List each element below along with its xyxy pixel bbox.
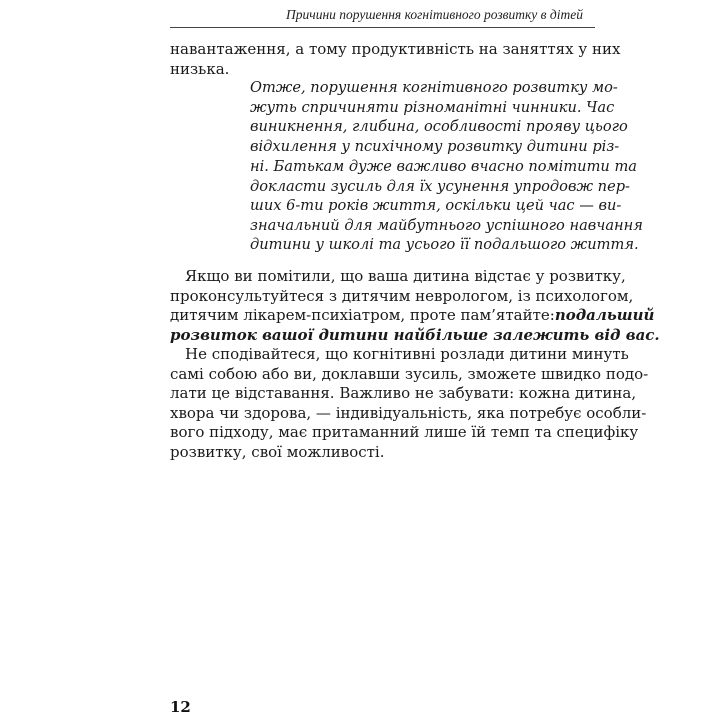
page-number: 12	[170, 698, 191, 716]
paragraph-3-line-3: лати це відставання. Важливо не забувати: кожна дитина,	[170, 384, 637, 402]
paragraph-2-emphasis-start: подальший	[554, 306, 655, 324]
quote-line-6: докласти зусиль для їх усунення упродовж пер-	[250, 178, 630, 195]
quote-line-8: значальний для майбутнього успішного навчання	[250, 217, 643, 234]
quote-line-7: ших 6-ти років життя, оскільки цей час — ви-	[250, 197, 622, 214]
paragraph-1-line-1: навантаження, а тому продуктивність на заняттях у них	[170, 40, 621, 58]
paragraph-3-line-5: вого підходу, має притаманний лише їй темп та специфіку	[170, 423, 639, 441]
paragraph-3-line-6: розвитку, свої можливості.	[170, 443, 385, 461]
paragraph-2-line-3	[170, 306, 655, 325]
paragraph-2-emphasis-end: розвиток вашої дитини найбільше залежить від вас.	[170, 326, 660, 344]
running-header	[170, 5, 595, 28]
paragraph-2-line-2: проконсультуйтеся з дитячим неврологом, із психологом,	[170, 287, 634, 305]
paragraph-2-line-3-text: дитячим лікарем-психіатром, проте пам’ятайте:	[170, 306, 555, 324]
paragraph-3-line-2: самі собою або ви, доклавши зусиль, зможете швидко подо-	[170, 365, 649, 383]
quote-line-9: дитини у школі та усього її подальшого життя.	[250, 236, 639, 253]
paragraph-1-line-2: низька.	[170, 60, 230, 78]
quote-line-1: Отже, порушення когнітивного розвитку мо-	[250, 79, 618, 96]
quote-line-4: відхилення у психічному розвитку дитини різ-	[250, 138, 620, 155]
paragraph-3-line-1: Не сподівайтеся, що когнітивні розлади дитини минуть	[185, 345, 629, 363]
quote-line-3: виникнення, глибина, особливості прояву цього	[250, 118, 628, 135]
quote-line-2: жуть спричиняти різноманітні чинники. Час	[250, 99, 615, 116]
running-header-title: Причини порушення когнітивного розвитку в дітей	[286, 7, 583, 22]
quote-line-5: ні. Батькам дуже важливо вчасно помітити та	[250, 158, 637, 175]
paragraph-3-line-4: хвора чи здорова, — індивідуальність, яка потребує особли-	[170, 404, 647, 422]
paragraph-2-line-1: Якщо ви помітили, що ваша дитина відстає у розвитку,	[185, 267, 626, 285]
